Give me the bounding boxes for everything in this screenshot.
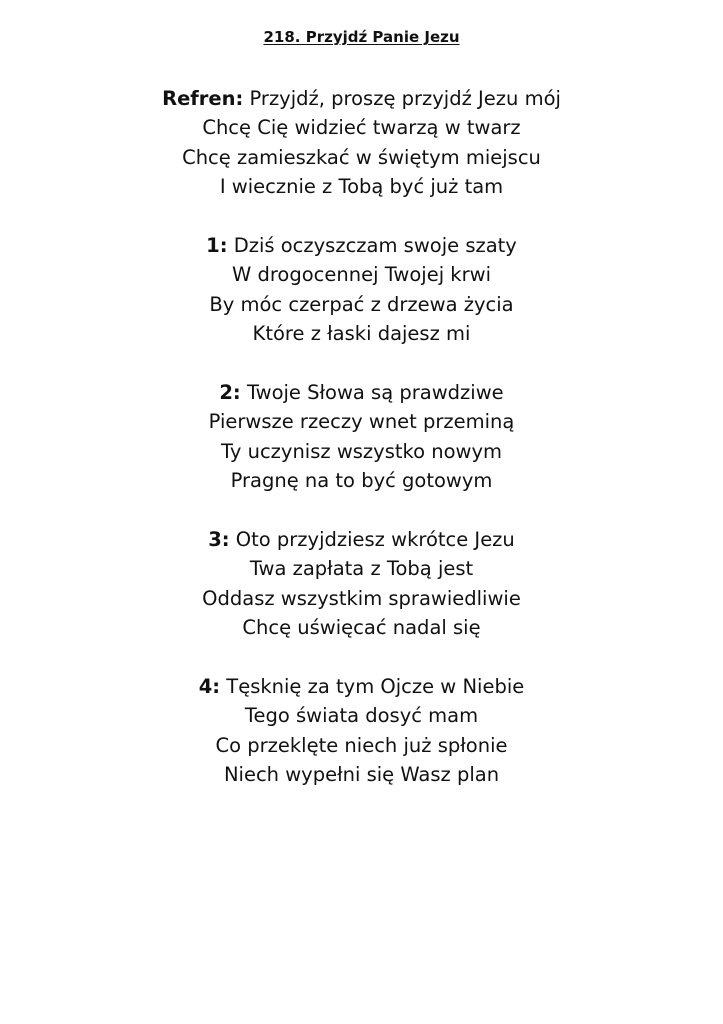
stanza-line: Które z łaski dajesz mi: [252, 322, 471, 346]
stanza-line: Oddasz wszystkim sprawiedliwie: [202, 586, 521, 610]
stanza-line: W drogocennej Twojej krwi: [231, 263, 491, 287]
stanza-label: 4:: [198, 675, 221, 699]
stanza-line-text: Twoje Słowa są prawdziwe: [246, 381, 504, 405]
song-body: [0, 84, 723, 819]
stanza-line-text: Dziś oczyszczam swoje szaty: [233, 234, 517, 258]
stanza-line: Co przeklęte niech już spłonie: [215, 733, 508, 757]
stanza-line-text: Tęsknię za tym Ojcze w Niebie: [226, 675, 525, 699]
stanza-line: By móc czerpać z drzewa życia: [209, 292, 514, 316]
stanza-line: Ty uczynisz wszystko nowym: [220, 439, 503, 463]
stanza-line-text: Przyjdź, proszę przyjdź Jezu mój: [249, 87, 561, 110]
stanza-label: Refren:: [162, 87, 244, 110]
stanza-line: Chcę uświęcać nadal się: [242, 616, 481, 640]
stanza-1: [0, 231, 723, 349]
stanza-line: Twa zapłata z Tobą jest: [249, 557, 474, 581]
stanza-line: [0, 84, 723, 113]
stanza-line-text: Oto przyjdziesz wkrótce Jezu: [235, 528, 515, 552]
stanza-line: Pierwsze rzeczy wnet przeminą: [208, 410, 515, 434]
stanza-line: [0, 378, 723, 407]
stanza-line: [0, 231, 723, 260]
stanza-line: [0, 672, 723, 701]
stanza-3: [0, 525, 723, 643]
stanza-line: Chcę zamieszkać w świętym miejscu: [182, 145, 541, 169]
stanza-line: Tego świata dosyć mam: [244, 704, 479, 728]
stanza-refrain: [0, 84, 723, 202]
stanza-4: [0, 672, 723, 790]
stanza-label: 3:: [208, 528, 230, 552]
stanza-label: 1:: [206, 234, 228, 258]
stanza-line: Chcę Cię widzieć twarzą w twarz: [202, 116, 521, 140]
stanza-line: Niech wypełni się Wasz plan: [223, 763, 500, 787]
stanza-line: I wiecznie z Tobą być już tam: [219, 175, 504, 199]
stanza-2: [0, 378, 723, 496]
stanza-label: 2:: [219, 381, 241, 405]
stanza-line: [0, 525, 723, 554]
stanza-line: Pragnę na to być gotowym: [230, 469, 493, 493]
song-title: 218. Przyjdź Panie Jezu: [263, 28, 460, 46]
